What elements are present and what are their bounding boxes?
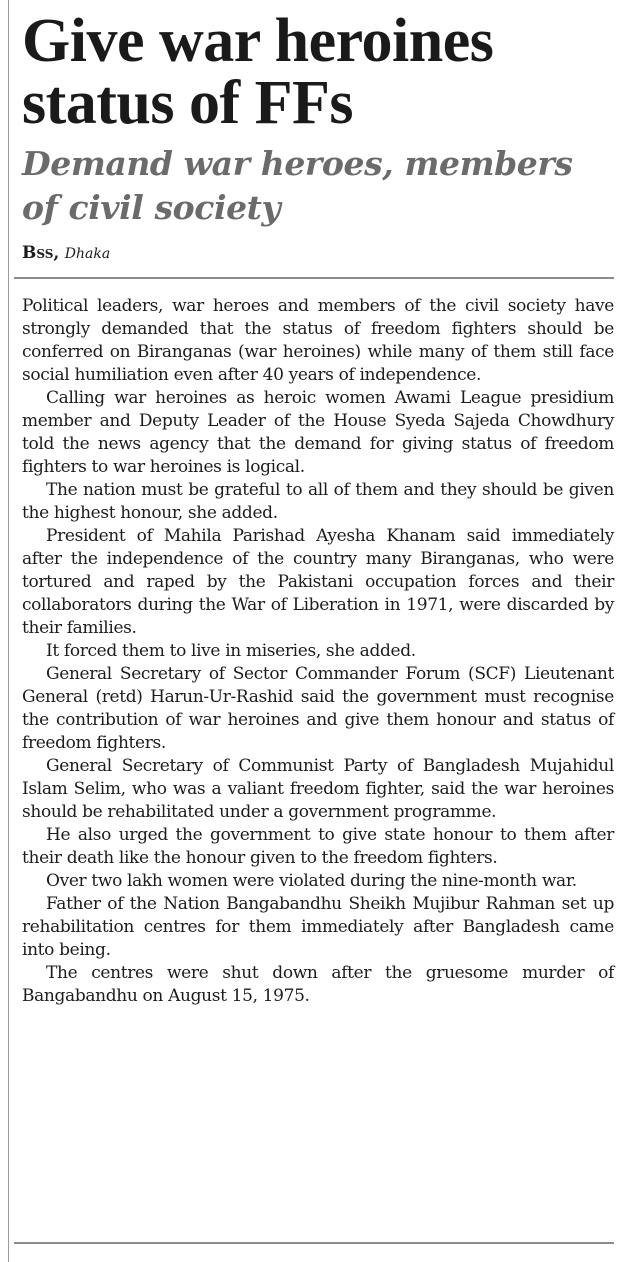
byline bbox=[22, 242, 614, 265]
subheadline-line: Demand war heroes, members bbox=[22, 144, 573, 183]
footer-rule bbox=[14, 1242, 614, 1244]
body-paragraph: Father of the Nation Bangabandhu Sheikh Mujibur Rahman set up rehabilitation centres for them immediately after Bangladesh came into being. bbox=[22, 894, 614, 960]
body-paragraph: The centres were shut down after the gruesome murder of Bangabandhu on August 15, 1975. bbox=[22, 963, 614, 1006]
body-paragraph: President of Mahila Parishad Ayesha Khanam said immediately after the independence of the country many Biranganas, who were tortured and raped by the Pakistani occupation forces and their collaborators during the War of Liberation in 1971, were discarded by their families. bbox=[22, 526, 614, 638]
body-paragraph: General Secretary of Sector Commander Forum (SCF) Lieutenant General (retd) Harun-Ur-Rashid said the government must recognise the contribution of war heroines and give them honour and status of freedom fighters. bbox=[22, 664, 614, 753]
body-paragraph: The nation must be grateful to all of them and they should be given the highest honour, she added. bbox=[22, 480, 614, 523]
headline-line: status of FFs bbox=[22, 69, 354, 137]
body-paragraph: General Secretary of Communist Party of Bangladesh Mujahidul Islam Selim, who was a valiant freedom fighter, said the war heroines should be rehabilitated under a government programme. bbox=[22, 756, 614, 822]
headline-line: Give war heroines bbox=[22, 7, 494, 75]
headline bbox=[22, 7, 614, 137]
body-paragraph: Calling war heroines as heroic women Awami League presidium member and Deputy Leader of the House Syeda Sajeda Chowdhury told the news agency that the demand for giving status of freedom fighters to war heroines is logical. bbox=[22, 388, 614, 477]
subheadline-line: of civil society bbox=[22, 188, 281, 227]
body-paragraph: It forced them to live in miseries, she added. bbox=[46, 641, 416, 661]
article-body bbox=[22, 295, 614, 1008]
byline-place: Dhaka bbox=[64, 246, 111, 262]
column-divider bbox=[8, 0, 9, 1262]
news-article bbox=[22, 7, 614, 1008]
body-paragraph: He also urged the government to give state honour to them after their death like the honour given to the freedom fighters. bbox=[22, 825, 614, 868]
header-rule bbox=[14, 277, 614, 279]
body-paragraph: Political leaders, war heroes and members of the civil society have strongly demanded that the status of freedom fighters should be conferred on Biranganas (war heroines) while many of them still face social humiliation even after 40 years of independence. bbox=[22, 296, 614, 385]
subheadline bbox=[22, 142, 614, 230]
body-paragraph: Over two lakh women were violated during the nine-month war. bbox=[46, 871, 577, 891]
byline-agency: Bss, bbox=[22, 243, 60, 263]
